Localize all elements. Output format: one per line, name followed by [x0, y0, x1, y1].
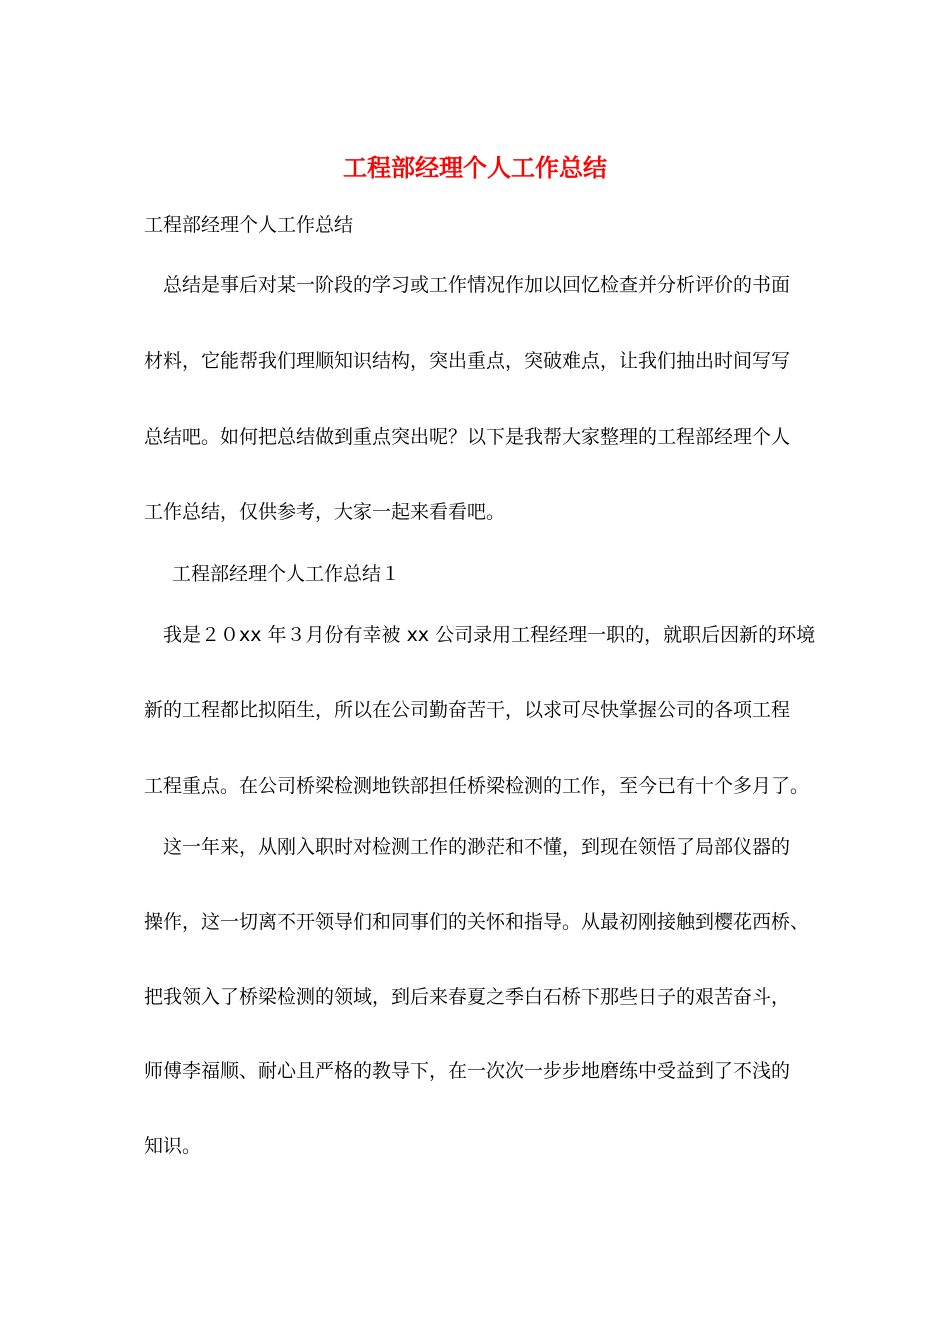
paragraph-line: 总结吧。如何把总结做到重点突出呢？以下是我帮大家整理的工程部经理个人: [144, 426, 791, 448]
paragraph-line: 操作，这一切离不开领导们和同事们的关怀和指导。从最初刚接触到樱花西桥、: [144, 911, 810, 933]
section-heading: 工程部经理个人工作总结１: [172, 563, 401, 585]
document-title: 工程部经理个人工作总结: [343, 153, 607, 182]
paragraph-line: 总结是事后对某一阶段的学习或工作情况作加以回忆检查并分析评价的书面: [163, 274, 791, 296]
paragraph-line: 把我领入了桥梁检测的领域，到后来春夏之季白石桥下那些日子的艰苦奋斗，: [144, 986, 791, 1008]
paragraph-line: 师傅李福顺、耐心且严格的教导下，在一次次一步步地磨练中受益到了不浅的: [144, 1060, 791, 1082]
paragraph-line: 工程重点。在公司桥梁检测地铁部担任桥梁检测的工作，至今已有十个多月了。: [144, 775, 810, 797]
paragraph-line: 这一年来，从刚入职时对检测工作的渺茫和不懂，到现在领悟了局部仪器的: [163, 836, 791, 858]
paragraph-line: 材料，它能帮我们理顺知识结构，突出重点，突破难点，让我们抽出时间写写: [144, 350, 791, 372]
paragraph-line: 我是２０xx 年３月份有幸被 xx 公司录用工程经理一职的，就职后因新的环境: [163, 624, 816, 646]
document-subtitle: 工程部经理个人工作总结: [144, 214, 354, 236]
paragraph-line: 新的工程都比拟陌生，所以在公司勤奋苦干，以求可尽快掌握公司的各项工程: [144, 699, 791, 721]
paragraph-line: 工作总结，仅供参考，大家一起来看看吧。: [144, 501, 506, 523]
paragraph-line: 知识。: [144, 1135, 202, 1157]
